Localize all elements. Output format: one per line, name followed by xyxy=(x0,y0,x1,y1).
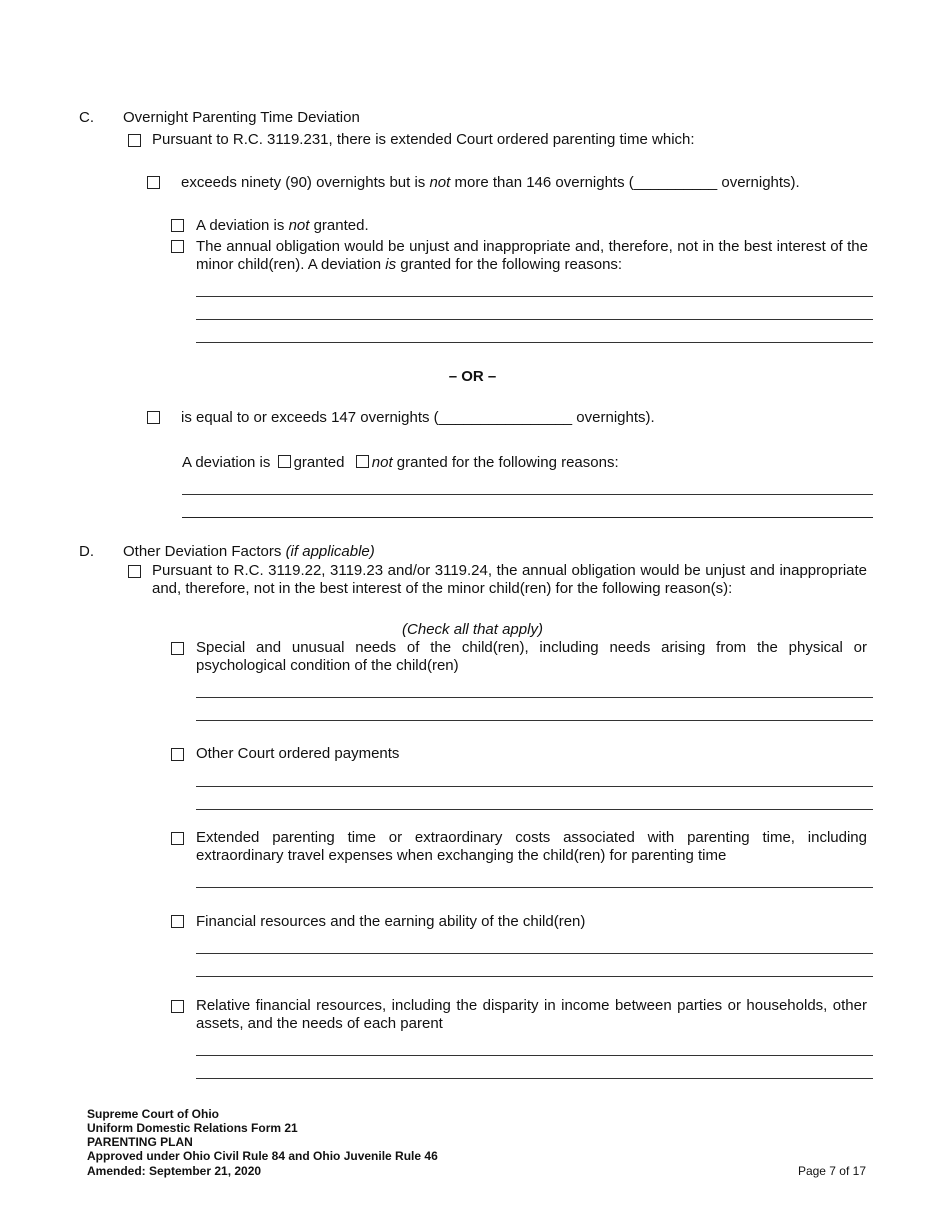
deviation-not-granted-inline-checkbox[interactable] xyxy=(356,455,369,468)
reason-line[interactable] xyxy=(196,342,873,343)
deviation-granted-checkbox[interactable] xyxy=(171,240,184,253)
option-147-text: is equal to or exceeds 147 overnights (________________ overnights). xyxy=(181,409,655,426)
section-d-heading: Other Deviation Factors (if applicable) xyxy=(123,543,375,560)
reason-line[interactable] xyxy=(196,809,873,810)
footer-approved: Approved under Ohio Civil Rule 84 and Ohio Juvenile Rule 46 xyxy=(87,1149,438,1163)
relative-financial-text: Relative financial resources, including the disparity in income between parties or households, other assets, and the needs of each parent xyxy=(196,997,867,1032)
deviation-granted-inline-checkbox[interactable] xyxy=(278,455,291,468)
section-c-heading: Overnight Parenting Time Deviation xyxy=(123,109,360,126)
court-payments-text: Other Court ordered payments xyxy=(196,745,400,762)
reason-line[interactable] xyxy=(182,494,873,495)
deviation-granted-text: The annual obligation would be unjust and inappropriate and, therefore, not in the best interest of the minor child(ren). A deviation is granted for the following reasons: xyxy=(196,238,868,273)
option-90-146-text: exceeds ninety (90) overnights but is not more than 146 overnights (__________ overnights). xyxy=(181,174,800,191)
pursuant-c-text: Pursuant to R.C. 3119.231, there is extended Court ordered parenting time which: xyxy=(152,131,695,148)
reason-line[interactable] xyxy=(196,976,873,977)
deviation-line: A deviation is granted not granted for the following reasons: xyxy=(182,454,619,471)
or-separator: – OR – xyxy=(448,368,497,385)
reason-line[interactable] xyxy=(182,517,873,518)
reason-line[interactable] xyxy=(196,720,873,721)
special-needs-text: Special and unusual needs of the child(ren), including needs arising from the physical or psychological condition of the child(ren) xyxy=(196,639,867,674)
footer-form: Uniform Domestic Relations Form 21 xyxy=(87,1121,298,1135)
option-90-146-checkbox[interactable] xyxy=(147,176,160,189)
pursuant-d-checkbox[interactable] xyxy=(128,565,141,578)
footer-court: Supreme Court of Ohio xyxy=(87,1107,219,1121)
page-number: Page 7 of 17 xyxy=(797,1164,866,1178)
special-needs-checkbox[interactable] xyxy=(171,642,184,655)
section-c-letter: C. xyxy=(79,109,94,126)
financial-resources-text: Financial resources and the earning ability of the child(ren) xyxy=(196,913,586,930)
check-all-note: (Check all that apply) xyxy=(402,621,543,638)
reason-line[interactable] xyxy=(196,953,873,954)
reason-line[interactable] xyxy=(196,1055,873,1056)
reason-line[interactable] xyxy=(196,697,873,698)
option-147-checkbox[interactable] xyxy=(147,411,160,424)
extended-time-text: Extended parenting time or extraordinary costs associated with parenting time, including extraordinary travel expenses when exchanging the child(ren) for parenting time xyxy=(196,829,867,864)
deviation-not-granted-checkbox[interactable] xyxy=(171,219,184,232)
footer-amended: Amended: September 21, 2020 xyxy=(87,1164,262,1178)
court-payments-checkbox[interactable] xyxy=(171,748,184,761)
footer-title: PARENTING PLAN xyxy=(87,1135,193,1149)
reason-line[interactable] xyxy=(196,296,873,297)
pursuant-c-checkbox[interactable] xyxy=(128,134,141,147)
financial-resources-checkbox[interactable] xyxy=(171,915,184,928)
relative-financial-checkbox[interactable] xyxy=(171,1000,184,1013)
reason-line[interactable] xyxy=(196,786,873,787)
reason-line[interactable] xyxy=(196,319,873,320)
pursuant-d-text: Pursuant to R.C. 3119.22, 3119.23 and/or 3119.24, the annual obligation would be unjust and inappropriate and, therefore, not in the best interest of the minor child(ren) for the following reason(s): xyxy=(152,562,867,597)
extended-time-checkbox[interactable] xyxy=(171,832,184,845)
reason-line[interactable] xyxy=(196,887,873,888)
deviation-not-granted-text: A deviation is not granted. xyxy=(196,217,369,234)
section-d-letter: D. xyxy=(79,543,94,560)
reason-line[interactable] xyxy=(196,1078,873,1079)
